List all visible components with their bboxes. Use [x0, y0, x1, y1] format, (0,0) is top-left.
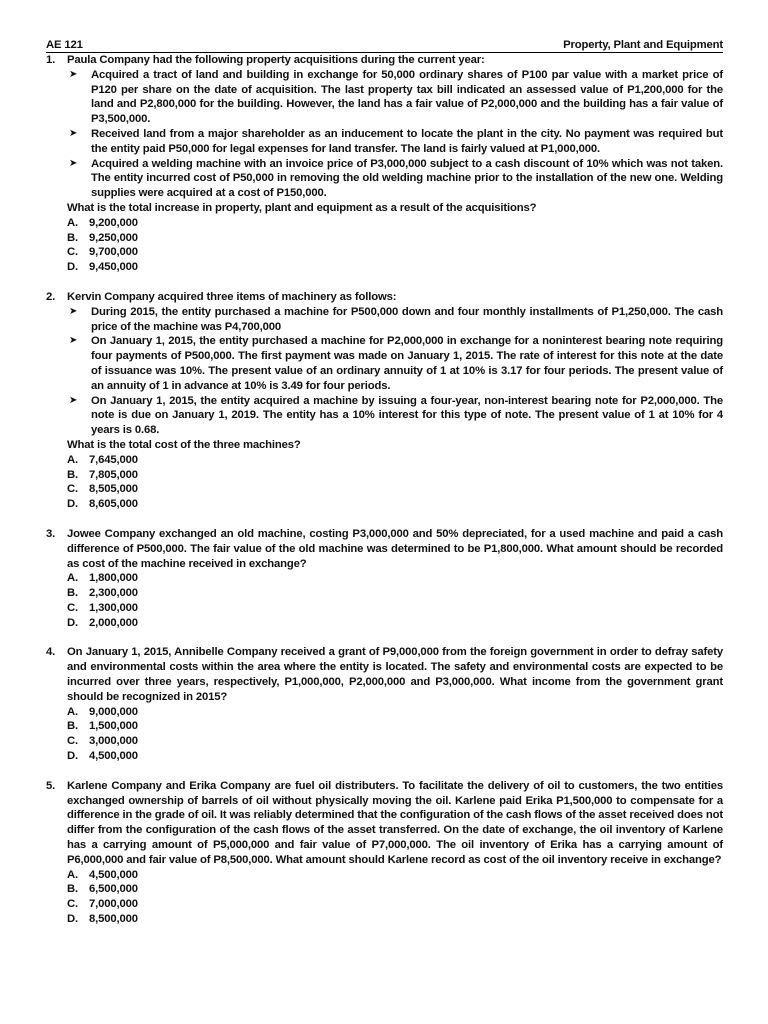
choice-c: [67, 482, 723, 497]
choice-d: [67, 616, 723, 631]
choice-text: 9,250,000: [89, 231, 138, 244]
choice-c: [67, 245, 723, 260]
choice-text: 8,605,000: [89, 498, 138, 511]
choice-letter: C.: [67, 246, 78, 259]
choice-letter: A.: [67, 572, 78, 585]
choice-d: [67, 497, 723, 512]
question-number: 2.: [46, 290, 56, 303]
question-1: [46, 53, 723, 275]
arrow-bullet-icon: ➤: [69, 68, 78, 80]
choice-letter: D.: [67, 750, 78, 763]
bullet-text: On January 1, 2015, the entity purchased a machine for P2,000,000 in exchange for a noninterest bearing note requiring four payments of P500,000. The first payment was made on January 1, 2015. The rate of interest for this note at the date of issuance was 10%. The present value of an ordinary annuity of 1 at 10% is 3.17 for four periods. The present value of an annuity of 1 in advance at 10% is 3.49 for four periods.: [91, 335, 723, 392]
choice-text: 1,300,000: [89, 601, 138, 614]
choice-text: 4,500,000: [89, 750, 138, 763]
arrow-bullet-icon: ➤: [69, 127, 78, 139]
choice-text: 2,300,000: [89, 587, 138, 600]
choice-letter: B.: [67, 468, 78, 481]
question-stem: On January 1, 2015, Annibelle Company received a grant of P9,000,000 from the foreign government in order to defray safety and environmental costs within the area where the entity is located. The safety and environmental costs are expected to be incurred over three years, respectively, P1,000,000, P2,000,000 and P3,000,000. What income from the government grant should be recognized in 2015?: [67, 646, 723, 703]
choice-b: [67, 586, 723, 601]
answer-choices: [67, 453, 723, 512]
question-5: [46, 779, 723, 927]
question-stem: Paula Company had the following property acquisitions during the current year:: [67, 54, 485, 66]
choice-d: [67, 912, 723, 927]
question-number: 1.: [46, 54, 56, 66]
arrow-bullet-icon: ➤: [69, 394, 78, 406]
question-stem: Karlene Company and Erika Company are fuel oil distributers. To facilitate the delivery of oil to customers, the two entities exchanged ownership of barrels of oil without physically moving the oil. Karlene paid Erika P1,500,000 to compensate for a difference in the grade of oil. It was reliably determined that the configuration of the cash flows of the asset received does not differ from the configuration of the cash flows of the asset transferred. On the date of exchange, the oil inventory of Karlene has a carrying amount of P5,000,000 and fair value of P7,000,000. The oil inventory of Erika has a carrying amount of P6,000,000 and fair value of P8,500,000. What amount should Karlene record as cost of the oil inventory receive in exchange?: [67, 779, 723, 866]
choice-b: [67, 468, 723, 483]
page-header: [46, 38, 723, 53]
choice-text: 7,805,000: [89, 468, 138, 481]
topic-title: Property, Plant and Equipment: [563, 39, 723, 51]
choice-text: 2,000,000: [89, 616, 138, 629]
bullet-item: [67, 127, 723, 157]
exam-page: [46, 38, 723, 927]
arrow-bullet-icon: ➤: [69, 335, 78, 347]
bullet-item: [67, 157, 723, 201]
question-number: 5.: [46, 779, 56, 792]
choice-text: 7,000,000: [89, 898, 138, 911]
bullet-text: During 2015, the entity purchased a machine for P500,000 down and four monthly installments of P1,250,000. The cash price of the machine was P4,700,000: [91, 305, 723, 333]
choice-text: 3,000,000: [89, 735, 138, 748]
choice-text: 8,505,000: [89, 483, 138, 496]
choice-text: 8,500,000: [89, 913, 138, 926]
choice-letter: A.: [67, 216, 78, 229]
choice-letter: C.: [67, 601, 78, 614]
choice-letter: B.: [67, 587, 78, 600]
arrow-bullet-icon: ➤: [69, 305, 78, 317]
choice-a: [67, 453, 723, 468]
arrow-bullet-icon: ➤: [69, 157, 78, 169]
choice-a: [67, 571, 723, 586]
bullet-text: Received land from a major shareholder as an inducement to locate the plant in the city. No payment was required but the entity paid P50,000 for legal expenses for land transfer. The land is fairly valued at P1,000,000.: [91, 127, 723, 155]
choice-c: [67, 734, 723, 749]
bullet-list: [67, 68, 723, 201]
choice-b: [67, 231, 723, 246]
choice-a: [67, 868, 723, 883]
answer-choices: [67, 216, 723, 275]
choice-text: 9,450,000: [89, 261, 138, 274]
choice-a: [67, 705, 723, 720]
choice-text: 1,800,000: [89, 572, 138, 585]
choice-letter: D.: [67, 913, 78, 926]
question-stem: Jowee Company exchanged an old machine, costing P3,000,000 and 50% depreciated, for a used machine and paid a cash difference of P500,000. The fair value of the old machine was determined to be P1,800,000. What amount should be recorded as cost of the machine received in exchange?: [67, 527, 723, 570]
bullet-item: [67, 68, 723, 127]
choice-letter: A.: [67, 453, 78, 466]
choice-letter: B.: [67, 883, 78, 896]
choice-letter: D.: [67, 498, 78, 511]
choice-c: [67, 601, 723, 616]
choice-letter: A.: [67, 705, 78, 718]
question-number: 3.: [46, 527, 56, 540]
choice-letter: C.: [67, 735, 78, 748]
answer-choices: [67, 868, 723, 927]
question-2: [46, 290, 723, 512]
bullet-item: [67, 394, 723, 438]
bullet-text: On January 1, 2015, the entity acquired a machine by issuing a four-year, non-interest bearing note for P2,000,000. The note is due on January 1, 2019. The entity has a 10% interest for this type of note. The present value of 1 at 10% for 4 years is 0.68.: [91, 394, 723, 437]
bullet-item: [67, 334, 723, 393]
choice-text: 4,500,000: [89, 868, 138, 881]
choice-text: 9,000,000: [89, 705, 138, 718]
question-prompt: What is the total cost of the three machines?: [67, 438, 301, 451]
question-4: [46, 645, 723, 763]
choice-letter: C.: [67, 898, 78, 911]
choice-b: [67, 882, 723, 897]
question-prompt: What is the total increase in property, plant and equipment as a result of the acquisitions?: [67, 201, 537, 214]
choice-letter: A.: [67, 868, 78, 881]
bullet-list: [67, 305, 723, 438]
bullet-text: Acquired a tract of land and building in exchange for 50,000 ordinary shares of P100 par value with a market price of P120 per share on the date of acquisition. The last property tax bill indicated an assessed value of P1,200,000 for the land and P2,800,000 for the building. However, the land has a fair value of P2,000,000 and the building has a fair value of P3,500,000.: [91, 68, 723, 126]
choice-text: 1,500,000: [89, 720, 138, 733]
answer-choices: [67, 705, 723, 764]
choice-b: [67, 719, 723, 734]
answer-choices: [67, 571, 723, 630]
choice-letter: D.: [67, 616, 78, 629]
choice-text: 6,500,000: [89, 883, 138, 896]
choice-c: [67, 897, 723, 912]
choice-a: [67, 216, 723, 231]
choice-letter: D.: [67, 261, 78, 274]
question-stem: Kervin Company acquired three items of machinery as follows:: [67, 290, 397, 303]
question-number: 4.: [46, 646, 56, 659]
choice-d: [67, 749, 723, 764]
choice-text: 9,700,000: [89, 246, 138, 259]
course-code: AE 121: [46, 39, 83, 51]
choice-letter: B.: [67, 720, 78, 733]
bullet-text: Acquired a welding machine with an invoice price of P3,000,000 subject to a cash discount of 10% which was not taken. The entity incurred cost of P50,000 in removing the old welding machine prior to the installation of the new one. Welding supplies were acquired at a cost of P150,000.: [91, 157, 723, 200]
choice-text: 9,200,000: [89, 216, 138, 229]
choice-letter: B.: [67, 231, 78, 244]
bullet-item: [67, 305, 723, 335]
choice-text: 7,645,000: [89, 453, 138, 466]
choice-d: [67, 260, 723, 275]
choice-letter: C.: [67, 483, 78, 496]
question-3: [46, 527, 723, 631]
